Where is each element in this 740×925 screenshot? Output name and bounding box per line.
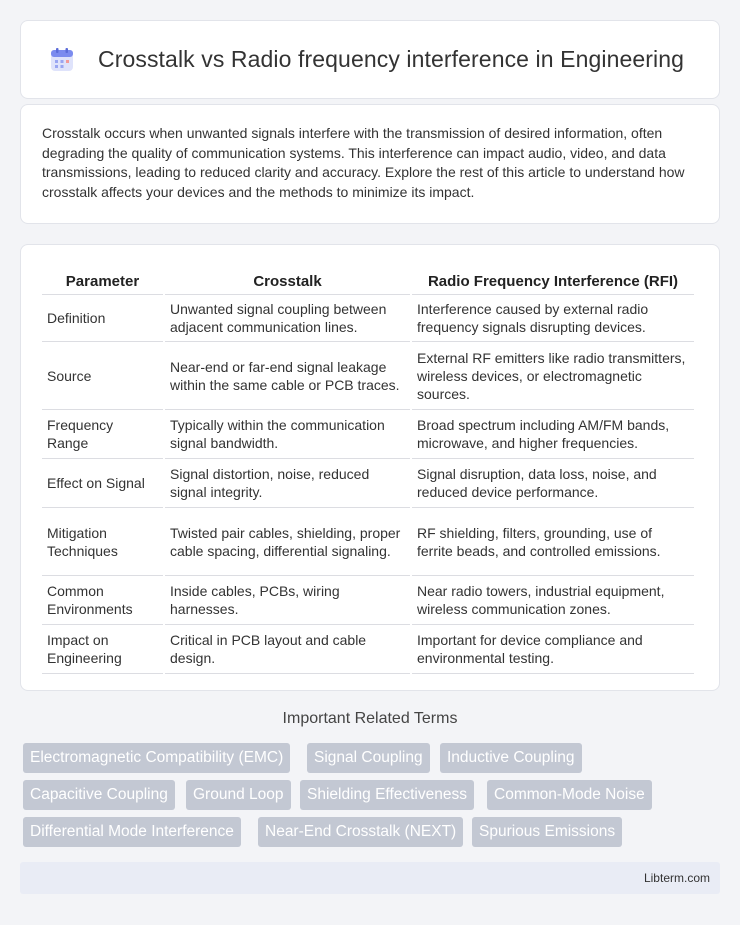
table-row (42, 342, 694, 410)
tag-capacitive-coupling[interactable]: Capacitive Coupling (23, 780, 175, 810)
footer (20, 862, 720, 894)
param-cell: Source (42, 342, 163, 410)
comparison-table-card (20, 244, 720, 691)
rfi-cell: RF shielding, filters, grounding, use of ferrite beads, and controlled emissions. (412, 508, 694, 576)
column-header-crosstalk: Crosstalk (165, 265, 410, 295)
param-cell: Common Environments (42, 576, 163, 625)
table-row (42, 410, 694, 459)
tag-next[interactable]: Near-End Crosstalk (NEXT) (258, 817, 463, 847)
rfi-cell: Broad spectrum including AM/FM bands, microwave, and higher frequencies. (412, 410, 694, 459)
related-terms-title: Important Related Terms (282, 710, 458, 727)
calendar-icon (48, 46, 76, 74)
column-header-parameter: Parameter (42, 265, 163, 295)
tag-common-mode-noise[interactable]: Common-Mode Noise (487, 780, 652, 810)
crosstalk-cell: Twisted pair cables, shielding, proper cable spacing, differential signaling. (165, 508, 410, 576)
rfi-cell: Signal disruption, data loss, noise, and reduced device performance. (412, 459, 694, 508)
rfi-cell: External RF emitters like radio transmitters, wireless devices, or electromagnetic sources. (412, 342, 694, 410)
tag-emc[interactable]: Electromagnetic Compatibility (EMC) (23, 743, 290, 773)
column-header-rfi: Radio Frequency Interference (RFI) (412, 265, 694, 295)
tag-spurious-emissions[interactable]: Spurious Emissions (472, 817, 622, 847)
tag-signal-coupling[interactable]: Signal Coupling (307, 743, 430, 773)
rfi-cell: Important for device compliance and environmental testing. (412, 625, 694, 674)
intro-card (20, 104, 720, 224)
rfi-cell: Interference caused by external radio frequency signals disrupting devices. (412, 295, 694, 342)
param-cell: Effect on Signal (42, 459, 163, 508)
table-row (42, 508, 694, 576)
param-cell: Definition (42, 295, 163, 342)
tag-differential-mode-interference[interactable]: Differential Mode Interference (23, 817, 241, 847)
crosstalk-cell: Inside cables, PCBs, wiring harnesses. (165, 576, 410, 625)
footer-site-link[interactable]: Libterm.com (643, 871, 710, 885)
intro-text: Crosstalk occurs when unwanted signals interfere with the transmission of desired information, often degrading the quality of communication systems. This interference can impact audio, video, and data transmissions, leading to reduced clarity and accuracy. Explore the rest of this article to understand how crosstalk affects your devices and the methods to minimize its impact. (42, 125, 685, 200)
crosstalk-cell: Critical in PCB layout and cable design. (165, 625, 410, 674)
table-row (42, 576, 694, 625)
table-header-row (42, 265, 694, 295)
table-row (42, 625, 694, 674)
header-card (20, 20, 720, 99)
rfi-cell: Near radio towers, industrial equipment, wireless communication zones. (412, 576, 694, 625)
comparison-table (40, 265, 696, 674)
tag-inductive-coupling[interactable]: Inductive Coupling (440, 743, 582, 773)
crosstalk-cell: Unwanted signal coupling between adjacent communication lines. (165, 295, 410, 342)
page-title: Crosstalk vs Radio frequency interference in Engineering (98, 46, 685, 72)
crosstalk-cell: Near-end or far-end signal leakage within the same cable or PCB traces. (165, 342, 410, 410)
tag-shielding-effectiveness[interactable]: Shielding Effectiveness (300, 780, 474, 810)
crosstalk-cell: Typically within the communication signal bandwidth. (165, 410, 410, 459)
param-cell: Frequency Range (42, 410, 163, 459)
param-cell: Impact on Engineering (42, 625, 163, 674)
tag-ground-loop[interactable]: Ground Loop (186, 780, 291, 810)
param-cell: Mitigation Techniques (42, 508, 163, 576)
table-row (42, 459, 694, 508)
table-row (42, 295, 694, 342)
crosstalk-cell: Signal distortion, noise, reduced signal integrity. (165, 459, 410, 508)
